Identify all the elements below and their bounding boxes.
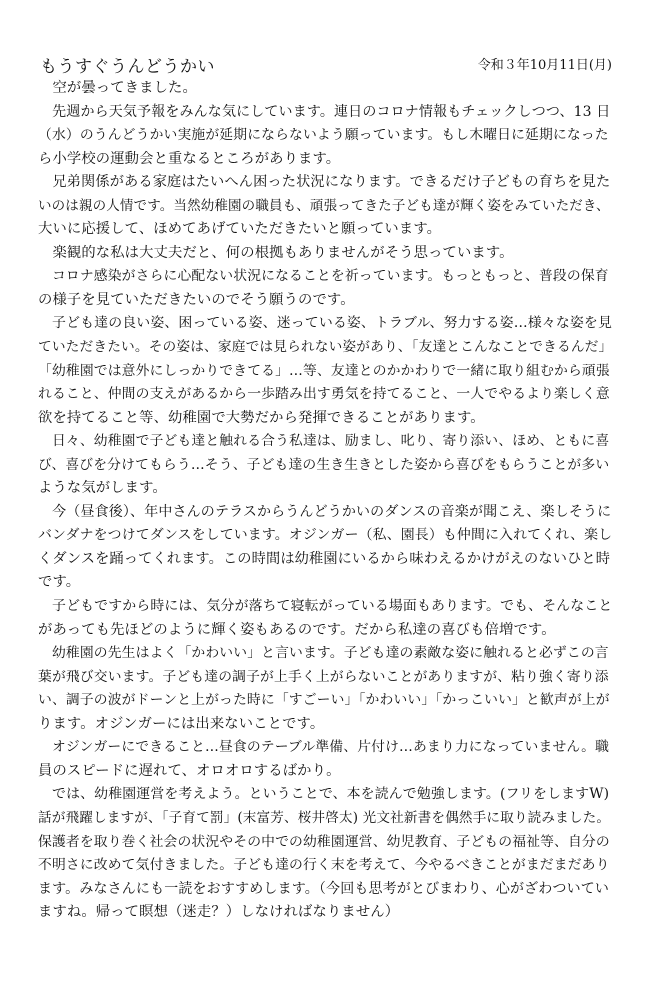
text-line: 欲を持てること等、幼稚園で大勢だから発揮できることがあります。 xyxy=(38,409,485,426)
document-date: 令和３年10月11日(月) xyxy=(477,58,612,73)
text-line: 子ども達の良い姿、困っている姿、迷っている姿、トラブル、努力する姿…様々な姿を見 xyxy=(38,315,612,332)
text-line: ら小学校の運動会と重なるところがあります。 xyxy=(38,150,341,167)
text-line: 日々、幼稚園で子ども達と触れる合う私達は、励まし、叱り、寄り添い、ほめ、ともに喜 xyxy=(38,433,610,450)
text-line: があっても先ほどのように輝く姿もあるのです。だから私達の喜びも倍増です。 xyxy=(38,621,556,638)
text-line: 話が飛躍しますが、「子育て罰」(末富芳、桜井啓太) 光文社新書を偶然手に取り読みました。 xyxy=(38,809,611,826)
text-line: の様子を見ていただきたいのでそう願うのです。 xyxy=(38,291,355,308)
text-line: バンダナをつけてダンスをしています。オジンガー（私、園長）も仲間に入れてくれ、楽し xyxy=(38,527,612,544)
text-line: オジンガーにできること…昼食のテーブル準備、片付け…あまり力になっていません。職 xyxy=(38,739,610,756)
text-line: 空が曇ってきました。 xyxy=(38,80,197,96)
text-line: い、調子の波がドーンと上がった時に「すごーい」「かわいい」「かっこいい」と歓声が上が xyxy=(38,692,610,709)
text-line: ますね。帰って瞑想（迷走？）しなければなりません） xyxy=(38,904,400,921)
text-line: 「幼稚園では意外にしっかりできてる」…等、友達とのかかわりで一緒に取り組むから頑張 xyxy=(38,362,610,379)
text-line: 員のスピードに遅れて、オロオロするばかり。 xyxy=(38,762,341,779)
text-line: 子どもですから時には、気分が落ちて寝転がっている場面もあります。でも、そんなこと xyxy=(38,598,612,615)
text-line: 兄弟関係がある家庭はたいへん困った状況になります。できるだけ子どもの育ちを見た xyxy=(38,174,611,191)
text-line: 今（昼食後）、年中さんのテラスからうんどうかいのダンスの音楽が聞こえ、楽しそうに xyxy=(38,503,612,520)
text-line: ます。みなさんにも一読をおすすめします。（今回も思考がとびまわり、心がざわついてい xyxy=(38,880,610,897)
text-line: くダンスを踊ってくれます。この時間は幼稚園にいるから味わえるかけがえのないひと時 xyxy=(38,550,611,567)
document-body xyxy=(38,77,612,925)
text-line: 保護者を取り巻く社会の状況やその中での幼稚園運営、幼児教育、子どもの福祉等、自分の xyxy=(38,833,610,850)
text-line: では、幼稚園運営を考えよう。ということで、本を読んで勉強します。(フリをしますW) xyxy=(38,786,610,803)
text-line: び、喜びを分けてもらう…そう、子ども達の生き生きとした姿から喜びをもらうことが多い xyxy=(38,456,610,473)
text-line: 幼稚園の先生はよく「かわいい」と言います。子ども達の素敵な姿に触れると必ずこの言 xyxy=(38,645,609,662)
text-line: 楽観的な私は大丈夫だと、何の根拠もありませんがそう思っています。 xyxy=(38,244,514,261)
text-line: ります。オジンガーには出来ないことです。 xyxy=(38,715,325,732)
text-line: コロナ感染がさらに心配ない状況になることを祈っています。もっともっと、普段の保育 xyxy=(38,268,609,285)
text-line: です。 xyxy=(38,574,81,591)
text-line: れること、仲間の支えがあるから一歩踏み出す勇気を持てること、一人でやるより楽しく意 xyxy=(38,386,610,403)
text-line: ような気がします。 xyxy=(38,480,167,497)
text-line: ていただきたい。その姿は、家庭では見られない姿があり、「友達とこんなことできるんだ」 xyxy=(38,339,612,356)
document-title: もうすぐうんどうかい xyxy=(40,57,215,77)
text-line: 大いに応援して、ほめてあげていただきたいと願っています。 xyxy=(38,221,442,238)
text-line: 先週から天気予報をみんな気にしています。連日のコロナ情報もチェックしつつ、13 日 xyxy=(38,103,611,120)
text-line: 葉が飛び交います。子ども達の調子が上手く上がらないことがありますが、粘り強く寄り添 xyxy=(38,668,609,685)
text-line: （水）のうんどうかい実施が延期にならないよう願っています。もし木曜日に延期になった xyxy=(38,127,609,144)
text-line: 不明さに改めて気付きました。子ども達の行く末を考えて、今やるべきことがまだまだあり xyxy=(38,857,610,874)
document-header xyxy=(40,48,612,78)
text-line: いのは親の人情です。当然幼稚園の職員も、頑張ってきた子ども達が輝く姿をみていただき、 xyxy=(38,197,610,214)
